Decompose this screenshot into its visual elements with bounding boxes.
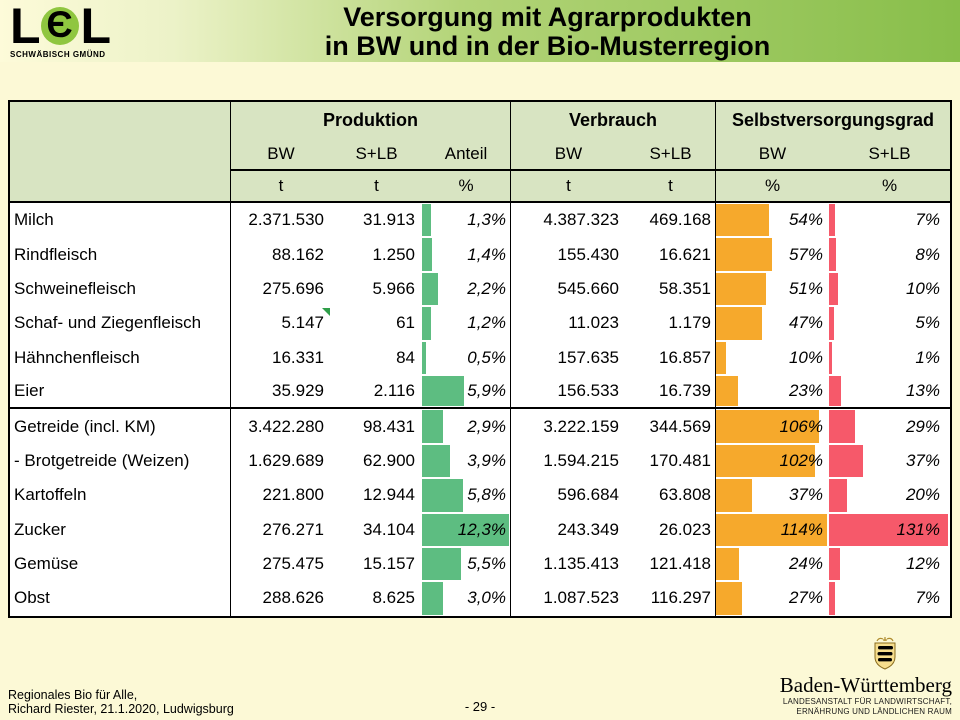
cell-anteil [422,306,511,340]
cell-svg_slb [829,272,950,306]
cell-value: 1.087.523 [543,588,619,608]
cell-prod_slb [331,341,422,375]
unit-svg-bw: % [764,176,781,195]
cell-anteil [422,272,511,306]
cell-value: 5,9% [467,381,506,401]
bw-logo-sub2: ERNÄHRUNG UND LÄNDLICHEN RAUM [796,706,952,716]
cell-name [10,375,231,409]
cell-value: 1,3% [467,210,506,230]
cell-value: 243.349 [557,519,619,539]
cell-value: 5.147 [281,313,324,333]
cell-value: 1.135.413 [543,554,619,574]
cell-svg_slb [829,375,950,409]
lel-logo [10,0,140,59]
cell-verb_bw [511,547,626,581]
cell-verb_slb [626,272,716,306]
cell-verb_slb [626,409,716,443]
cell-verb_bw [511,341,626,375]
cell-name [10,478,231,512]
cell-name [10,341,231,375]
cell-value: 1.179 [668,313,711,333]
svg_slb-bar [829,273,838,305]
cell-prod_slb [331,409,422,443]
svg_slb-bar [829,342,832,374]
cell-value: 88.162 [272,244,324,264]
cell-value: 5,8% [467,485,506,505]
cell-value: 12,3% [457,519,506,539]
svg_bw-bar [716,204,769,236]
cell-value: 116.297 [650,588,711,608]
footer-credit-line1: Regionales Bio für Alle, [8,688,138,702]
svg_slb-bar [829,479,847,511]
cell-value: 1,2% [467,313,506,333]
unit-svg-slb: % [881,176,898,195]
cell-verb_slb [626,237,716,271]
cell-value: Schaf- und Ziegenfleisch [14,313,202,333]
cell-value: 29% [905,416,940,436]
cell-anteil [422,409,511,443]
cell-prod_bw [231,513,331,547]
cell-value: 288.626 [262,588,324,608]
cell-value: Hähnchenfleisch [14,347,140,367]
cell-value: 31.913 [363,210,415,230]
cell-value: 16.621 [659,244,711,264]
cell-verb_slb [626,444,716,478]
cell-name [10,272,231,306]
cell-value: 157.635 [557,347,619,367]
svg_bw-bar [716,548,739,580]
cell-verb_bw [511,409,626,443]
cell-verb_slb [626,203,716,237]
cell-verb_slb [626,306,716,340]
cell-value: 545.660 [557,278,619,298]
cell-verb_bw [511,375,626,409]
corner-cell [10,102,231,201]
anteil-bar [422,238,432,270]
cell-value: 8% [915,244,940,264]
cell-value: 61 [396,313,415,333]
cell-value: 3,9% [467,450,506,470]
cell-value: 3.222.159 [543,416,619,436]
cell-svg_bw [716,237,829,271]
cell-anteil [422,237,511,271]
svg_slb-bar [829,548,840,580]
cell-value: 15.157 [363,554,415,574]
cell-value: 4.387.323 [543,210,619,230]
cell-prod_slb [331,547,422,581]
cell-prod_bw [231,409,331,443]
cell-value: 3,0% [467,588,506,608]
cell-verb_slb [626,513,716,547]
cell-anteil [422,341,511,375]
cell-name [10,409,231,443]
cell-value: 35.929 [272,381,324,401]
svg_bw-bar [716,376,738,406]
cell-verb_slb [626,341,716,375]
bw-logo-sub1: LANDESANSTALT FÜR LANDWIRTSCHAFT, [782,697,952,706]
cell-value: 596.684 [557,485,619,505]
cell-value: 276.271 [262,519,324,539]
cell-svg_slb [829,478,950,512]
cell-value: Obst [14,588,50,608]
cell-value: Milch [14,210,54,230]
svg_slb-bar [829,204,835,236]
cell-value: 13% [905,381,940,401]
page-title-line1: Versorgung mit Agrarprodukten [343,2,752,32]
cell-value: 221.800 [262,485,324,505]
cell-value: 16.739 [659,381,711,401]
cell-svg_slb [829,547,950,581]
cell-value: 47% [788,313,823,333]
cell-verb_bw [511,203,626,237]
cell-prod_slb [331,444,422,478]
cell-prod_bw [231,272,331,306]
cell-svg_bw [716,409,829,443]
col-header-svg-bw: BW [716,138,829,171]
cell-svg_slb [829,203,950,237]
anteil-bar [422,376,464,406]
cell-value: 114% [780,519,823,539]
cell-value: 20% [905,485,940,505]
svg_bw-bar [716,238,772,270]
cell-name [10,306,231,340]
cell-prod_slb [331,237,422,271]
cell-svg_slb [829,409,950,443]
unit-verb-bw: t [566,176,571,195]
cell-value: 26.023 [659,519,711,539]
cell-svg_bw [716,444,829,478]
supply-table [8,100,952,618]
cell-prod_bw [231,306,331,340]
cell-verb_bw [511,581,626,615]
cell-value: 27% [788,588,823,608]
cell-prod_slb [331,581,422,615]
cell-value: Kartoffeln [14,485,87,505]
anteil-bar [422,582,443,614]
cell-value: 1.594.215 [543,450,619,470]
cell-value: 156.533 [557,381,619,401]
bw-logo-name: Baden-Württemberg [779,673,952,697]
group-header-selbstversorgungsgrad: Selbstversorgungsgrad [731,109,935,130]
col-header-anteil: Anteil [422,138,511,171]
cell-value: 7% [915,588,940,608]
cell-value: 2.371.530 [248,210,324,230]
cell-name [10,444,231,478]
cell-prod_bw [231,581,331,615]
svg_slb-bar [829,582,835,614]
cell-value: Zucker [14,519,66,539]
cell-value: 5.966 [372,278,415,298]
cell-value: 57% [788,244,823,264]
cell-value: 24% [788,554,823,574]
anteil-bar [422,445,450,477]
cell-value: 170.481 [649,450,711,470]
cell-svg_slb [829,341,950,375]
anteil-bar [422,410,443,442]
cell-name [10,237,231,271]
lel-letter-l2: L [80,0,110,54]
cell-value: 2,2% [467,278,506,298]
col-header-prod-bw: BW [231,138,331,171]
cell-value: 2,9% [467,416,506,436]
cell-anteil [422,513,511,547]
svg_slb-bar [829,410,855,442]
cell-verb_slb [626,478,716,512]
cell-value: 12% [905,554,940,574]
anteil-bar [422,479,463,511]
lel-letter-l1: L [10,0,39,54]
cell-value: 84 [396,347,415,367]
cell-value: 10% [905,278,940,298]
cell-anteil [422,581,511,615]
cell-prod_slb [331,513,422,547]
col-header-prod-slb: S+LB [331,138,422,171]
cell-value: Getreide (incl. KM) [14,416,156,436]
cell-value: 16.857 [659,347,711,367]
table-header [10,102,950,203]
cell-svg_slb [829,444,950,478]
cell-prod_bw [231,237,331,271]
cell-svg_slb [829,237,950,271]
cell-verb_slb [626,547,716,581]
cell-value: 51% [788,278,823,298]
col-header-verb-slb: S+LB [626,138,716,171]
anteil-bar [422,273,438,305]
page-title [150,3,945,61]
unit-prod-bw: t [278,176,284,195]
cell-value: Gemüse [14,554,79,574]
cell-value: Eier [14,381,45,401]
cell-svg_bw [716,513,829,547]
cell-verb_bw [511,444,626,478]
cell-prod_slb [331,203,422,237]
coat-of-arms-icon [870,636,900,672]
cell-prod_slb [331,272,422,306]
cell-prod_bw [231,547,331,581]
lel-logo-letters [10,0,140,54]
unit-verb-slb: t [626,171,716,201]
cell-anteil [422,444,511,478]
cell-value: 37% [788,485,823,505]
cell-prod_slb [331,375,422,409]
cell-value: 102% [779,450,823,470]
cell-svg_slb [829,306,950,340]
cell-value: 11.023 [568,313,619,333]
page-title-line2: in BW und in der Bio-Musterregion [324,31,771,61]
lel-letter-e-icon: Є [41,7,79,45]
cell-value: - Brotgetreide (Weizen) [14,450,190,470]
cell-svg_bw [716,581,829,615]
svg_bw-bar [716,479,752,511]
cell-value: 1% [915,347,940,367]
cell-name [10,547,231,581]
cell-svg_slb [829,581,950,615]
cell-anteil [422,375,511,409]
cell-value: 121.418 [649,554,711,574]
unit-anteil: % [422,171,511,201]
footer-credit-line2: Richard Riester, 21.1.2020, Ludwigsburg [8,702,234,716]
anteil-bar [422,342,426,374]
lel-logo-subtitle: SCHWÄBISCH GMÜND [10,50,106,59]
cell-value: 1.629.689 [248,450,324,470]
cell-verb_bw [511,478,626,512]
cell-svg_bw [716,306,829,340]
cell-value: 16.331 [272,347,324,367]
cell-value: 63.808 [659,485,711,505]
cell-value: 37% [905,450,940,470]
col-header-svg-slb: S+LB [829,138,950,171]
cell-prod_bw [231,203,331,237]
anteil-bar [422,548,461,580]
cell-value: 23% [788,381,823,401]
cell-value: 344.569 [649,416,711,436]
cell-svg_bw [716,375,829,409]
cell-value: 12.944 [363,485,415,505]
cell-value: 8.625 [372,588,415,608]
cell-value: 10% [788,347,823,367]
cell-verb_bw [511,306,626,340]
cell-value: 469.168 [649,210,711,230]
cell-prod_bw [231,341,331,375]
cell-svg_bw [716,203,829,237]
svg_bw-bar [716,342,726,374]
page-number: - 29 - [464,699,496,714]
cell-value: 5,5% [467,554,506,574]
svg_slb-bar [829,307,834,339]
cell-name [10,581,231,615]
cell-value: 131% [896,519,940,539]
cell-verb_slb [626,581,716,615]
cell-value: 54% [788,210,823,230]
cell-prod_bw [231,375,331,409]
svg_bw-bar [716,273,766,305]
cell-verb_bw [511,237,626,271]
cell-value: 0,5% [467,347,506,367]
cell-svg_bw [716,272,829,306]
cell-value: 1,4% [467,244,506,264]
cell-value: 34.104 [363,519,415,539]
cell-svg_bw [716,547,829,581]
cell-value: 58.351 [659,278,711,298]
svg_bw-bar [716,307,762,339]
cell-value: 5% [915,313,940,333]
cell-value: 2.116 [373,381,415,401]
cell-name [10,203,231,237]
cell-prod_slb [331,306,422,340]
group-header-produktion: Produktion [231,102,511,138]
cell-value: 155.430 [557,244,619,264]
table-body [10,203,950,616]
cell-svg_slb [829,513,950,547]
anteil-bar [422,204,431,236]
unit-prod-slb: t [374,176,379,195]
cell-verb_bw [511,272,626,306]
cell-value: 62.900 [363,450,415,470]
svg_slb-bar [829,238,836,270]
cell-anteil [422,478,511,512]
cell-prod_bw [231,478,331,512]
cell-anteil [422,547,511,581]
cell-value: 275.696 [262,278,324,298]
svg_slb-bar [829,445,863,477]
cell-value: 3.422.280 [248,416,324,436]
cell-value: 1.250 [372,244,415,264]
baden-wuerttemberg-logo [780,636,952,716]
cell-verb_slb [626,375,716,409]
cell-value: Schweinefleisch [14,278,136,298]
svg_bw-bar [716,582,742,614]
cell-value: 98.431 [363,416,415,436]
col-header-verb-bw: BW [511,138,626,171]
cell-anteil [422,203,511,237]
cell-name [10,513,231,547]
cell-svg_bw [716,478,829,512]
svg_slb-bar [829,376,841,406]
cell-value: Rindfleisch [14,244,98,264]
cell-svg_bw [716,341,829,375]
cell-value: 275.475 [262,554,324,574]
anteil-bar [422,307,431,339]
cell-verb_bw [511,513,626,547]
cell-value: 7% [915,210,940,230]
cell-value: 106% [779,416,823,436]
cell-prod_bw [231,444,331,478]
cell-prod_slb [331,478,422,512]
group-header-verbrauch: Verbrauch [511,102,716,138]
